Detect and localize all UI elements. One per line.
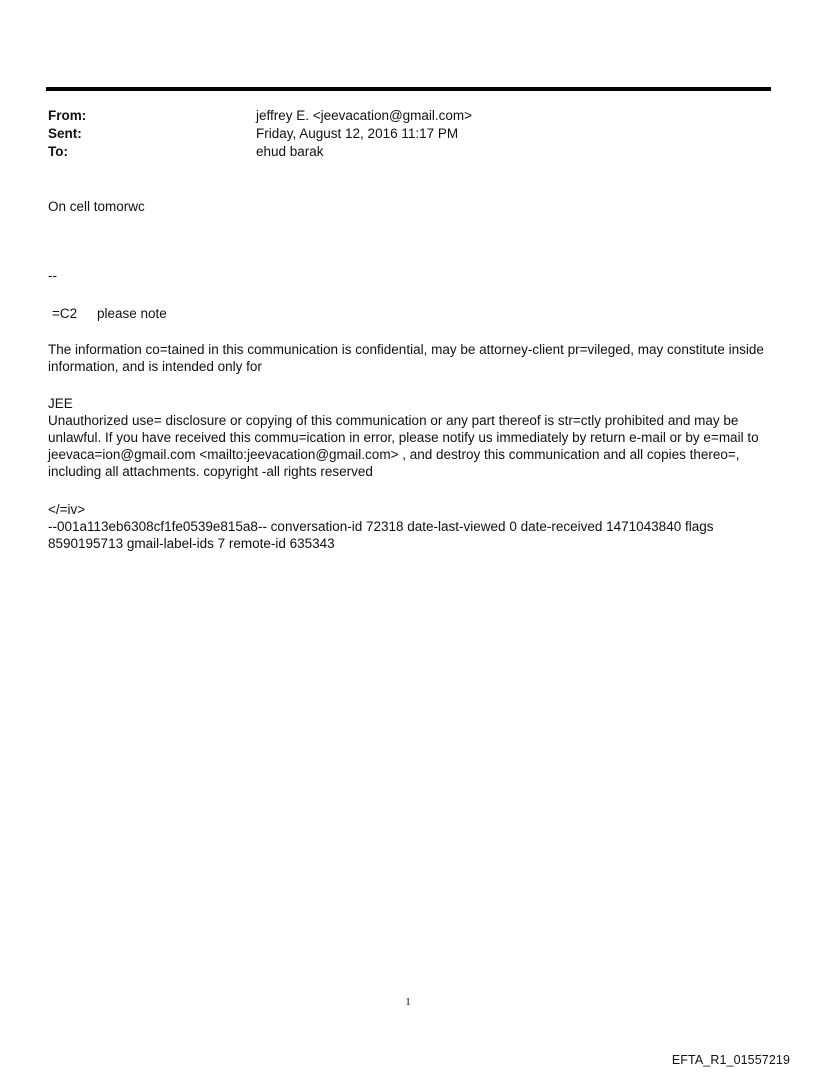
sent-row <box>48 125 768 143</box>
note-code: =C2 <box>52 306 78 321</box>
note-line <box>52 305 167 322</box>
message-text: On cell tomorwc <box>48 199 145 214</box>
disclaimer-paragraph-2: Unauthorized use= disclosure or copying of this communication or any part thereof is str=ctly prohibited and may be unlawful. If you have received this commu=ication in error, please notify us immediately by return e-mail or by e=mail to jeevaca=ion@gmail.com <mailto:jeevacation@gmail.com> , and destroy this communication and all copies thereo=, including all attachments. copyright -all rights reserved <box>48 413 763 479</box>
page-number: 1 <box>405 996 411 1008</box>
note-text: please note <box>97 306 167 321</box>
jee-label: JEE <box>48 396 73 411</box>
html-tag-fragment: </=iv> <box>48 502 86 517</box>
disclaimer-paragraph-1: The information co=tained in this communication is confidential, may be attorney-client pr=vileged, may constitute inside information, and is intended only for <box>48 342 768 374</box>
from-value: jeffrey E. <jeevacation@gmail.com> <box>256 108 473 123</box>
to-value: ehud barak <box>256 144 324 159</box>
document-id: EFTA_R1_01557219 <box>671 1053 790 1067</box>
message-metadata: --001a113eb6308cf1fe0539e815a8-- conversation-id 72318 date-last-viewed 0 date-received 1471043840 flags 8590195713 gmail-label-ids 7 remote-id 635343 <box>48 519 718 551</box>
email-header <box>48 107 768 161</box>
signature-separator: -- <box>48 268 57 283</box>
from-row <box>48 107 768 125</box>
to-row <box>48 143 768 161</box>
sent-label: Sent: <box>48 126 82 141</box>
sent-value: Friday, August 12, 2016 11:17 PM <box>256 126 459 141</box>
header-rule <box>46 87 771 91</box>
to-label: To: <box>48 144 68 159</box>
from-label: From: <box>48 108 87 123</box>
